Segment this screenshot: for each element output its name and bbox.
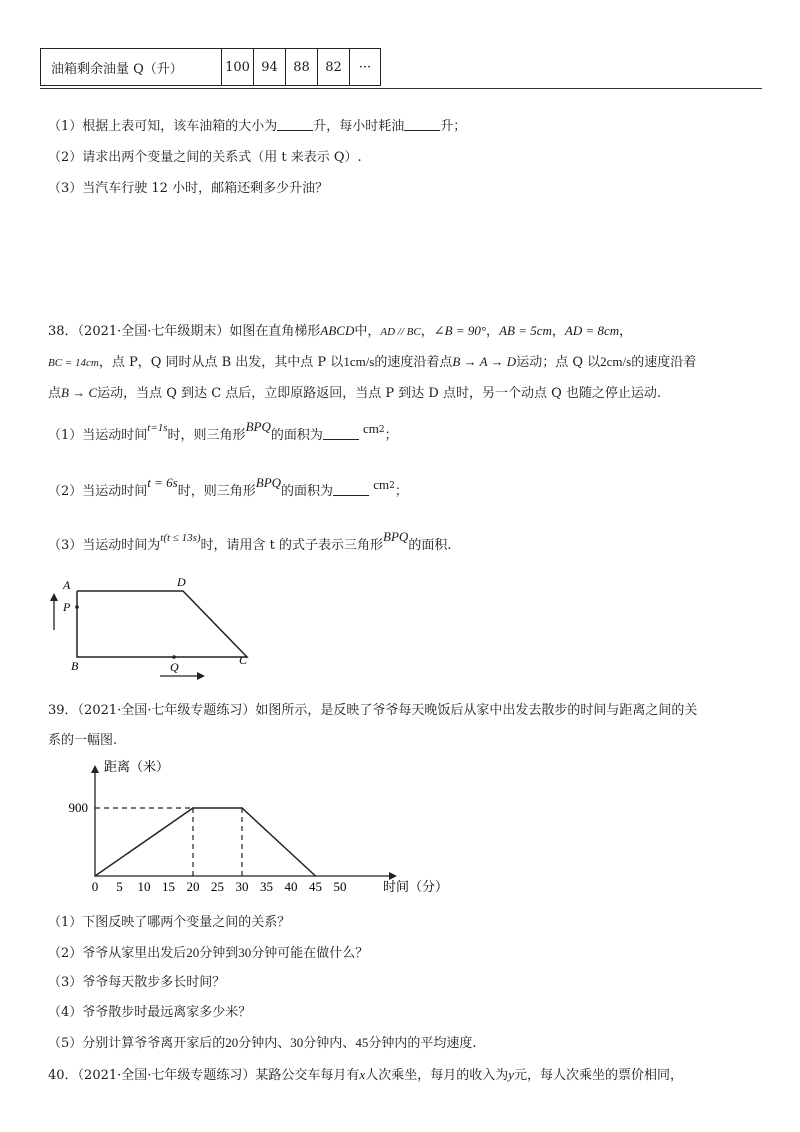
x-tick-label: 25 <box>211 879 224 894</box>
series-line-distance <box>95 808 316 876</box>
y-axis-label: 距离（米） <box>104 759 170 774</box>
q38-stem-line-3: 点B → C运动，当点 Q 到达 C 点后，立即原路返回，当点 P 到达 D 点时，另一个动点 Q 也随之停止运动. <box>48 385 662 401</box>
table-row <box>41 49 381 86</box>
q39-sub-5: （5）分别计算爷爷离开家后的20分钟内、30分钟内、45分钟内的平均速度. <box>48 1035 477 1051</box>
y-axis-arrow-icon <box>91 765 99 773</box>
label-c: C <box>239 653 248 667</box>
q39-stem-line-1: 39．（2021·全国·七年级专题练习）如图所示，是反映了爷爷每天晚饭后从家中出发去散步的时间与距离之间的关 <box>48 703 698 718</box>
label-p: P <box>63 600 71 614</box>
q37-line-1: （1）根据上表可知，该车油箱的大小为 升，每小时耗油 升； <box>48 119 467 134</box>
x-tick-label: 20 <box>186 879 200 894</box>
label-q: Q <box>170 660 179 674</box>
arrowhead-up-icon <box>50 593 58 601</box>
data-point <box>94 875 96 877</box>
q38-sub-2: （2）当运动时间t = 6s时，则三角形BPQ的面积为 $cm^2$； <box>48 475 408 499</box>
trapezoid-figure <box>40 574 270 684</box>
label-b: B <box>71 659 79 673</box>
answer-blank <box>404 118 440 131</box>
x-tick-label: 5 <box>116 879 123 894</box>
q38-stem-line-2: BC = 14cm，点 P，Q 同时从点 B 出发，其中点 P 以1cm/s的速度沿着点B → A → D运动；点 Q 以2cm/s的速度沿着 <box>48 354 697 370</box>
label-d: D <box>177 575 186 589</box>
answer-blank <box>323 427 359 440</box>
q38-sub-1: （1）当运动时间$^{t=1s}$时，则三角形BPQ的面积为 $cm^2$； <box>48 419 398 443</box>
x-tick-label: 15 <box>162 879 175 894</box>
trapezoid-outline <box>77 591 247 657</box>
table-cell: 82 <box>318 49 350 86</box>
answer-blank <box>277 118 313 131</box>
x-axis-label: 时间（分） <box>383 879 449 894</box>
table-header-cell: 油箱剩余油量 Q（升） <box>41 49 222 86</box>
arrowhead-right-icon <box>197 672 205 680</box>
x-tick-label: 40 <box>284 879 298 894</box>
point-q-dot <box>172 655 176 659</box>
q38-stem-line-1: 38．（2021·全国·七年级期末）如图在直角梯形ABCD中，AD // BC，∠B = 90°，AB = 5cm，AD = 8cm， <box>48 323 633 339</box>
q37-line-3: （3）当汽车行驶 12 小时，邮箱还剩多少升油？ <box>48 181 329 196</box>
y-tick-label-900: 900 <box>68 800 88 815</box>
q39-stem-line-2: 系的一幅图. <box>48 733 118 748</box>
q38-sub-3: （3）当运动时间为$^{t(t \le 13s)}$时，请用含 t 的式子表示三角形BPQ的面积. <box>48 529 452 553</box>
divider <box>40 88 762 89</box>
distance-time-chart <box>40 758 460 898</box>
label-a: A <box>63 578 71 592</box>
q39-sub-1: （1）下图反映了哪两个变量之间的关系？ <box>48 915 291 930</box>
table-cell: 100 <box>222 49 254 86</box>
q39-sub-4: （4）爷爷散步时最远离家多少米？ <box>48 1005 252 1020</box>
oil-table <box>40 48 381 86</box>
q39-sub-3: （3）爷爷每天散步多长时间？ <box>48 975 226 990</box>
answer-blank <box>333 483 369 496</box>
x-tick-label: 10 <box>137 879 151 894</box>
x-tick-label: 0 <box>91 879 99 894</box>
x-tick-label: 50 <box>333 879 347 894</box>
table-cell: ··· <box>350 49 381 86</box>
table-cell: 94 <box>254 49 286 86</box>
data-point <box>241 807 243 809</box>
q37-line-2: （2）请求出两个变量之间的关系式（用 t 来表示 Q）. <box>48 150 362 165</box>
data-point <box>192 807 194 809</box>
data-point <box>315 875 317 877</box>
x-tick-label: 45 <box>309 879 322 894</box>
x-tick-label: 30 <box>235 879 249 894</box>
point-p-dot <box>75 605 79 609</box>
q39-sub-2: （2）爷爷从家里出发后20分钟到30分钟可能在做什么？ <box>48 945 369 961</box>
x-tick-label: 35 <box>260 879 273 894</box>
table-cell: 88 <box>286 49 318 86</box>
q40-stem-line-1: 40．（2021·全国·七年级专题练习）某路公交车每月有x人次乘坐，每月的收入为y元，每人次乘坐的票价相同， <box>48 1067 683 1083</box>
